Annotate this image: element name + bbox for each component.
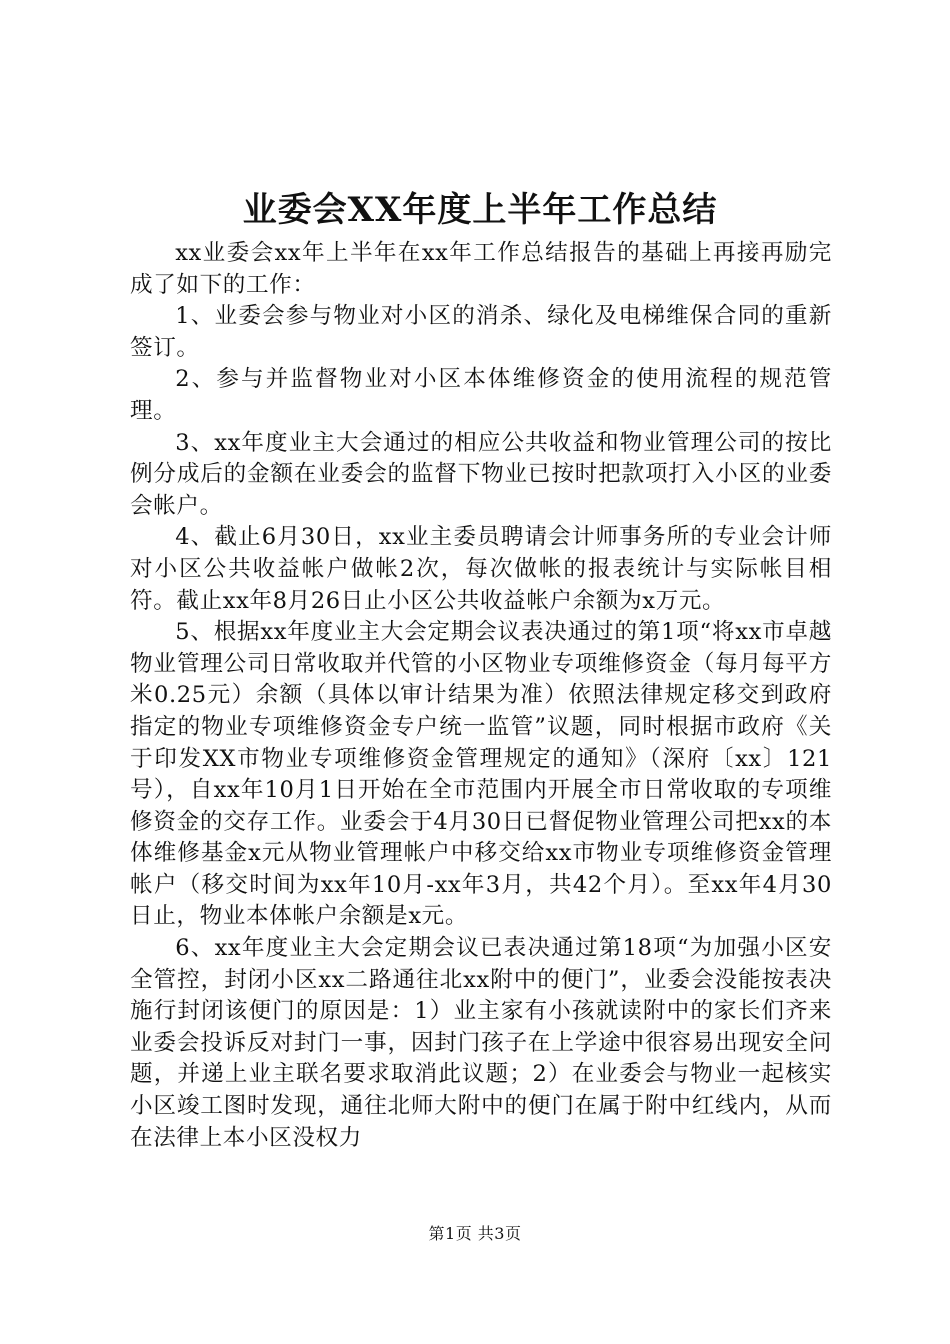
paragraph-intro: xx业委会xx年上半年在xx年工作总结报告的基础上再接再励完成了如下的工作： — [130, 240, 832, 298]
paragraph-item-5: 5、根据xx年度业主大会定期会议表决通过的第1项“将xx市卓越物业管理公司日常收取并代管的小区物业专项维修资金（每月每平方米0.25元）余额（具体以审计结果为准）依照法律规定移交到政府指定的物业专项维修资金专户统一监管”议题，同时根据市政府《关于印发XX市物业专项维修资金管理规定的通知》（深府〔xx〕121号），自xx年10月1日开始在全市范围内开展全市日常收取的专项维修资金的交存工作。业委会于4月30日已督促物业管理公司把xx的本体维修基金x元从物业管理帐户中移交给xx市物业专项维修资金管理帐户（移交时间为xx年10月-xx年3月，共42个月）。至xx年4月30日止，物业本体帐户余额是x元。 — [130, 619, 832, 930]
document-title: 业委会XX年度上半年工作总结 — [242, 190, 718, 230]
paragraph-item-2: 2、参与并监督物业对小区本体维修资金的使用流程的规范管理。 — [130, 366, 832, 424]
paragraph-item-3: 3、xx年度业主大会通过的相应公共收益和物业管理公司的按比例分成后的金额在业委会的监督下物业已按时把款项打入小区的业委会帐户。 — [130, 429, 832, 519]
page-footer: 第1页 共3页 — [428, 1224, 522, 1243]
document-body — [130, 238, 832, 1154]
paragraph-item-1: 1、业委会参与物业对小区的消杀、绿化及电梯维保合同的重新签订。 — [130, 303, 832, 361]
paragraph-item-4: 4、截止6月30日，xx业主委员聘请会计师事务所的专业会计师对小区公共收益帐户做帐2次，每次做帐的报表统计与实际帐目相符。截止xx年8月26日止小区公共收益帐户余额为x万元。 — [130, 524, 832, 614]
paragraph-item-6: 6、xx年度业主大会定期会议已表决通过第18项“为加强小区安全管控，封闭小区xx二路通往北xx附中的便门”，业委会没能按表决施行封闭该便门的原因是：1）业主家有小孩就读附中的家长们齐来业委会投诉反对封门一事，因封门孩子在上学途中很容易出现安全问题，并递上业主联名要求取消此议题；2）在业委会与物业一起核实小区竣工图时发现，通往北师大附中的便门在属于附中红线内，从而在法律上本小区没权力 — [130, 935, 832, 1151]
